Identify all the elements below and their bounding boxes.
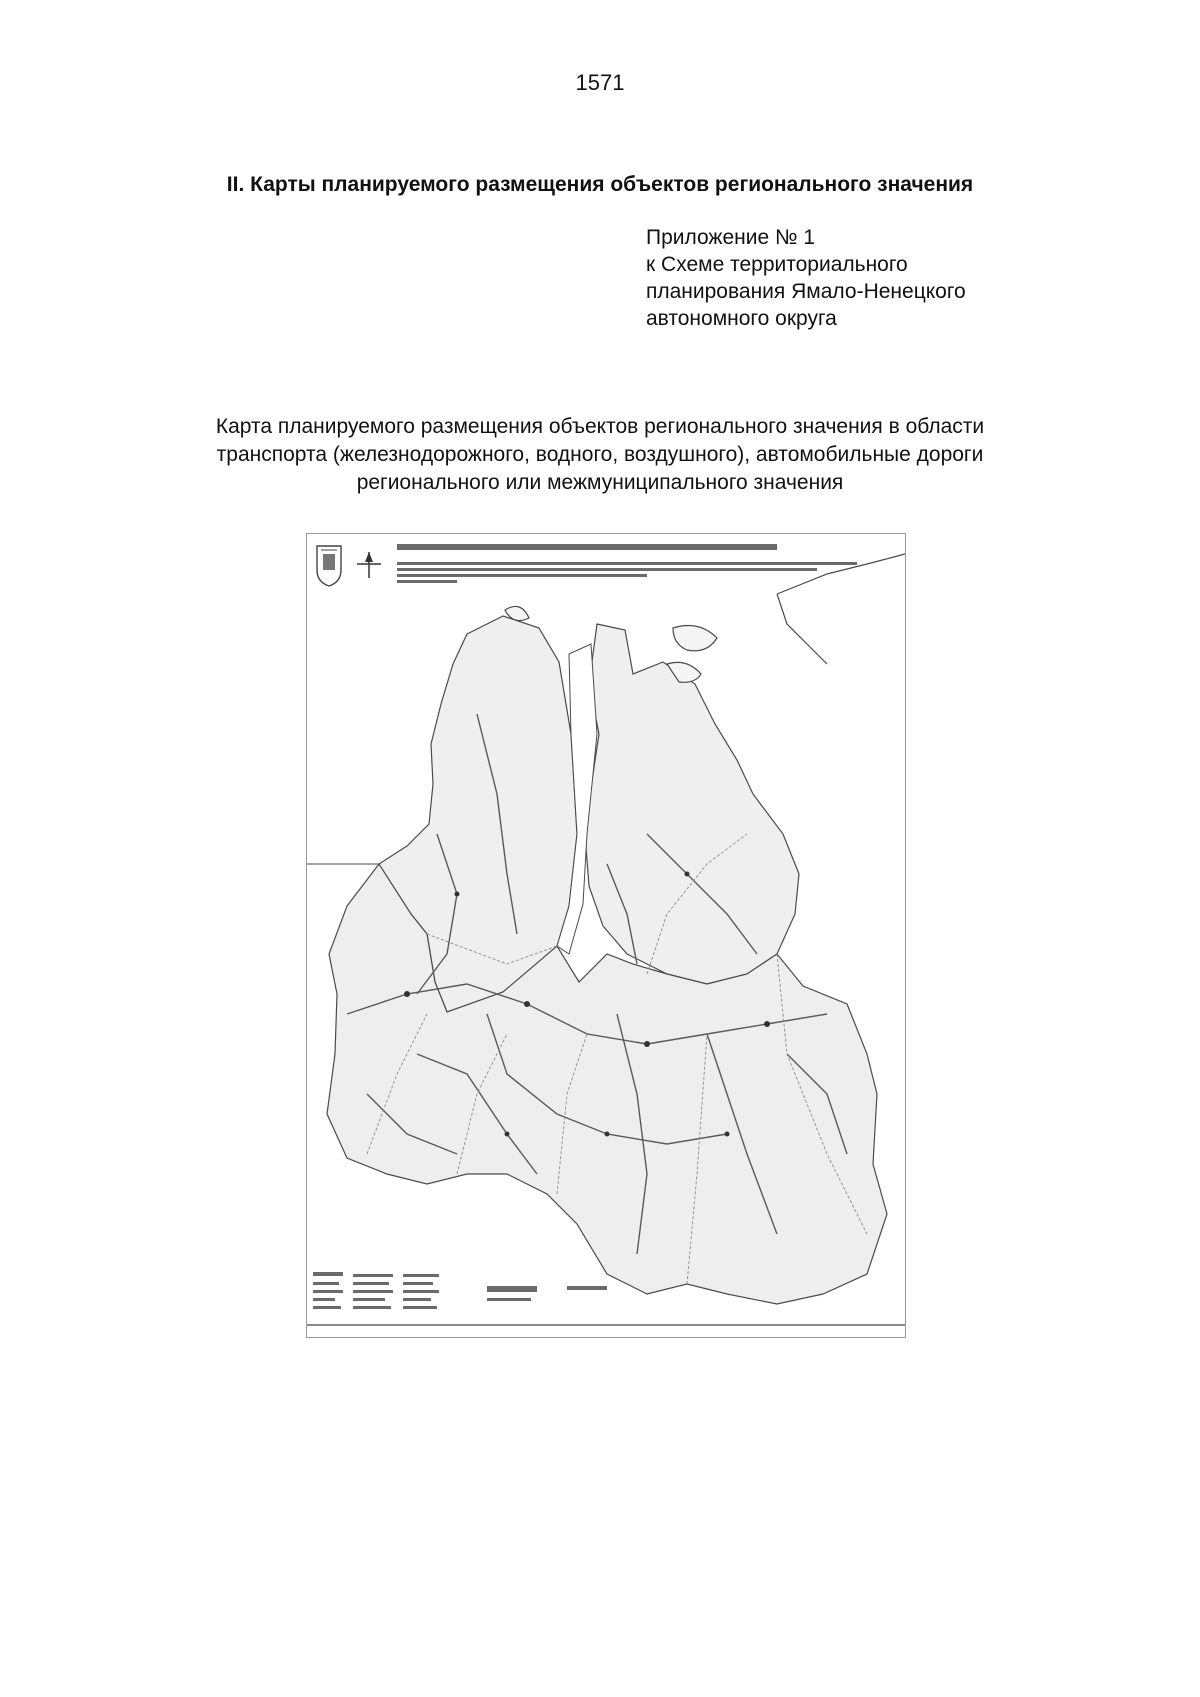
page-number: 1571 [575,70,625,95]
appendix-line: Приложение № 1 [646,226,816,249]
map-header-text [397,544,857,583]
map-image [306,533,906,1338]
coat-of-arms-icon [317,546,341,586]
map-heading-line: транспорта (железнодорожного, водного, воздушного), автомобильные дороги [216,443,984,466]
section-title: II. Карты планируемого размещения объектов регионального значения [226,173,974,196]
map-heading-line: Карта планируемого размещения объектов регионального значения в области [215,415,985,438]
appendix-line: к Схеме территориального [646,253,908,276]
appendix-block [646,224,1106,332]
appendix-line: автономного округа [646,307,837,330]
map-heading [90,413,1110,497]
map-heading-line: регионального или межмуниципального значения [356,471,844,494]
appendix-line: планирования Ямало-Ненецкого [646,280,966,303]
north-arrow-icon [357,552,381,578]
map-territory [307,554,905,1304]
